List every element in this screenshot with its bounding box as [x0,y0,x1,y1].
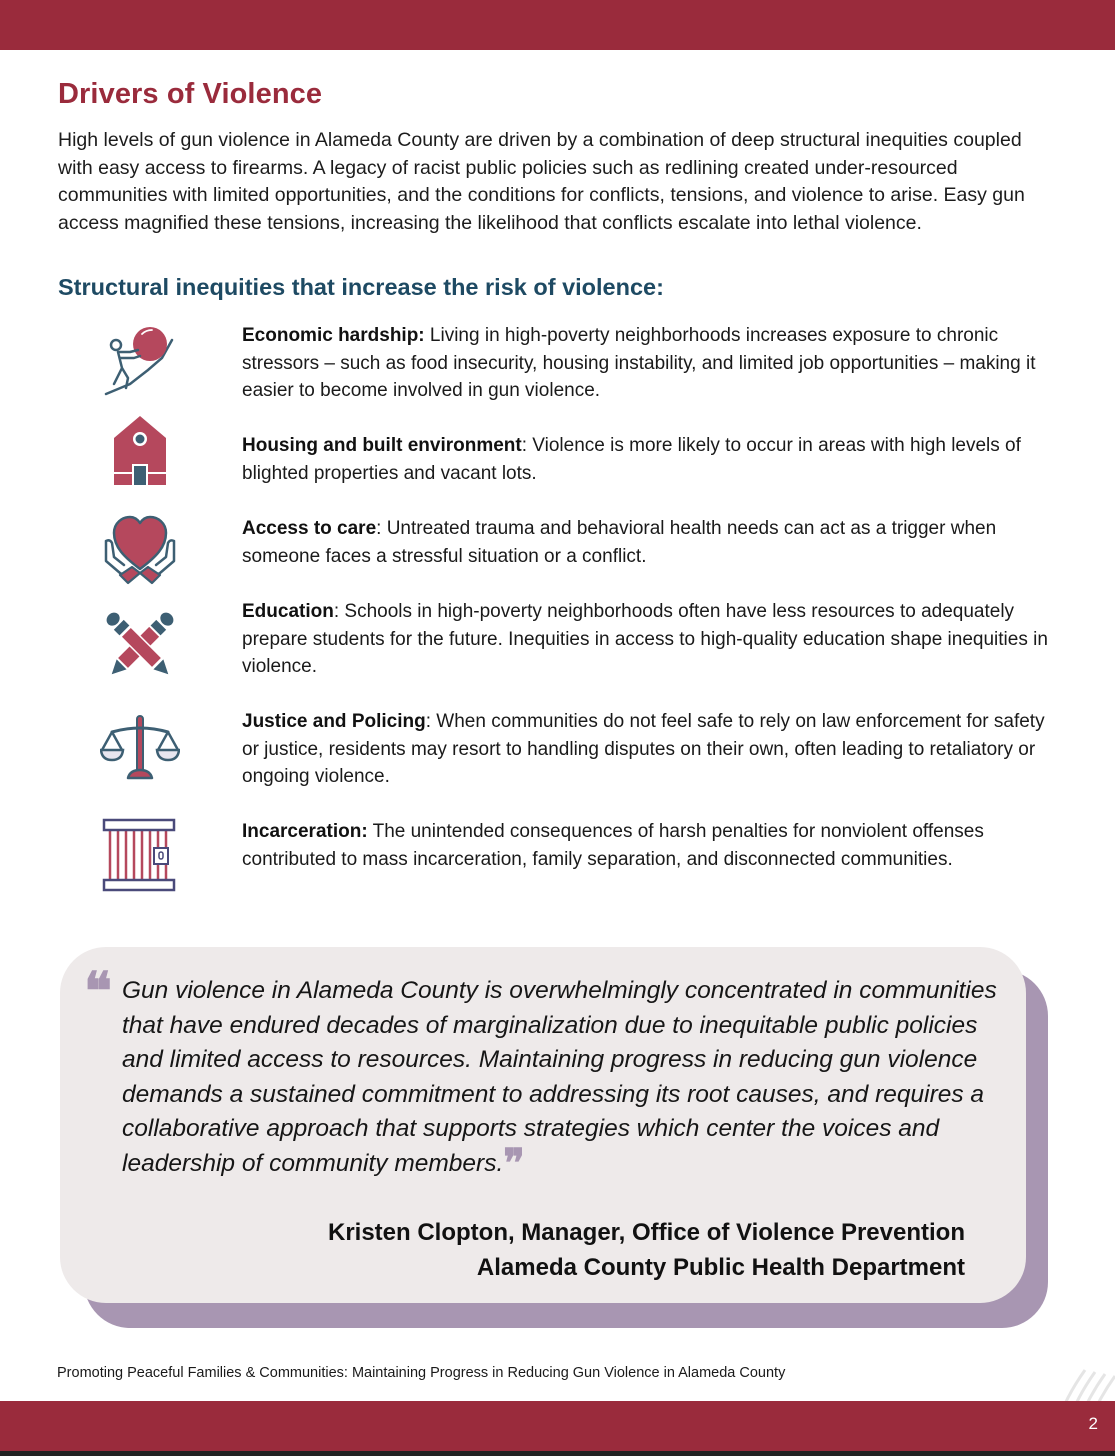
footer-bar [0,1401,1115,1451]
page-number: 2 [1088,1414,1098,1433]
person-pushing-boulder-icon [100,322,180,402]
section-subtitle: Structural inequities that increase the risk of violence: [58,274,664,300]
page-title: Drivers of Violence [58,78,323,110]
item-label: Education [242,601,334,622]
item-label: Economic hardship: [242,325,425,346]
item-description: Living in high-poverty neighborhoods increases exposure to chronic stressors – such as food insecurity, housing instability, and limited job opportunities – making it easier to become involved in gun violence. [242,325,1036,401]
item-description: : When communities do not feel safe to rely on law enforcement for safety or justice, residents may resort to handling disputes on their own, often leading to retaliatory or ongoing violence. [242,711,1045,787]
quote-attribution [328,1215,965,1285]
house-icon [100,414,180,494]
item-label: Access to care [242,518,377,539]
intro-paragraph: High levels of gun violence in Alameda County are driven by a combination of deep structural inequities coupled with easy access to firearms. A legacy of racist public policies such as redlining created under-resourced communities with limited opportunities, and the conditions for conflicts, tensions, and violence to arise. Easy gun access magnified these tensions, increasing the likelihood that conflicts escalate into lethal violence. [58,129,1025,234]
heart-in-hands-icon [100,511,180,591]
item-label: Housing and built environment [242,435,522,456]
scales-of-justice-icon [100,712,180,792]
item-text [242,708,1062,791]
item-description: The unintended consequences of harsh penalties for nonviolent offenses contributed to mass incarceration, family separation, and disconnected communities. [242,821,984,870]
header-bar [0,0,1115,50]
item-description: : Schools in high-poverty neighborhoods often have less resources to adequately prepare students for the future. Inequities in access to high-quality education shape inequities in violence. [242,601,1048,677]
item-label: Justice and Policing [242,711,426,732]
open-quote-icon: ❝ [84,961,112,1022]
attribution-organization: Alameda County Public Health Department [476,1254,965,1281]
item-description: : Violence is more likely to occur in areas with high levels of blighted properties and vacant lots. [242,435,1021,484]
item-text [242,322,1062,405]
footer-document-title: Promoting Peaceful Families & Communities: Maintaining Progress in Reducing Gun Violence in Alameda County [57,1365,786,1381]
bottom-edge [0,1451,1115,1456]
jail-cell-icon [100,818,180,898]
crossed-pencils-icon [100,606,180,686]
quote-text [122,974,1002,1187]
item-text [242,432,1062,487]
item-text [242,598,1062,681]
item-description: : Untreated trauma and behavioral health needs can act as a trigger when someone faces a stressful situation or a conflict. [242,518,997,567]
quote-body: Gun violence in Alameda County is overwhelmingly concentrated in communities that have endured decades of marginalization due to inequitable public policies and limited access to resources. Maintaining progress in reducing gun violence demands a sustained commitment to addressing its root causes, and requires a collaborative approach that supports strategies which center the voices and leadership of community members. [122,977,997,1177]
item-label: Incarceration: [242,821,368,842]
item-text [242,515,1062,570]
close-quote-icon: ❞ [503,1139,525,1187]
item-text [242,818,1062,873]
attribution-name-title: Kristen Clopton, Manager, Office of Violence Prevention [327,1219,965,1246]
